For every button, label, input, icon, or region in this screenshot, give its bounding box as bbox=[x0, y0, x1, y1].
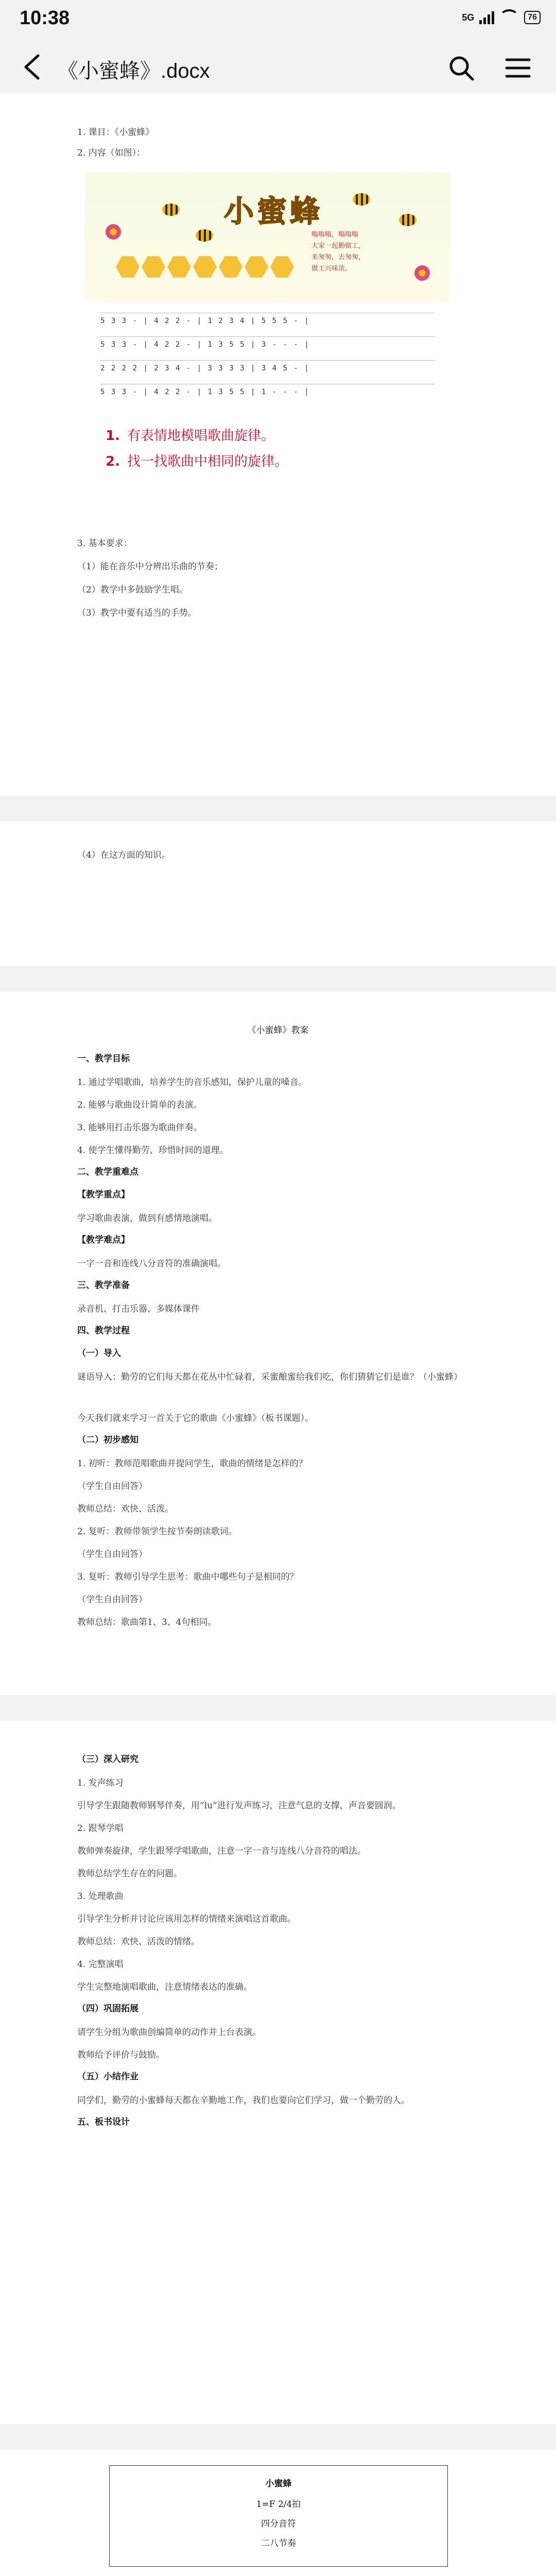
staff-line bbox=[100, 360, 435, 361]
staff-line bbox=[100, 336, 435, 337]
back-arrow-icon[interactable] bbox=[21, 53, 43, 81]
lesson-plan-title: 《小蜜蜂》教案 bbox=[247, 1025, 309, 1036]
text-line: 1. 通过学唱歌曲，培养学生的音乐感知，保护儿童的嗓音。 bbox=[77, 1077, 307, 1088]
text-line: 学生完整地演唱歌曲，注意情绪表达的准确。 bbox=[77, 1982, 252, 1992]
text-line: 2. 复听：教师带领学生按节奏朗读歌词。 bbox=[77, 1527, 237, 1537]
text-line: 3. 能够用打击乐器为歌曲伴奏。 bbox=[77, 1123, 202, 1133]
text-line: 3. 处理歌曲 bbox=[77, 1891, 124, 1902]
text-line: （1）能在音乐中分辨出乐曲的节奏； bbox=[77, 562, 223, 572]
section-heading: （二）初步感知 bbox=[77, 1435, 138, 1445]
text-line: 一字一音和连线八分音符的准确演唱。 bbox=[77, 1259, 226, 1269]
text-line: 2. 内容（如图）： bbox=[77, 148, 146, 158]
text-line: （学生自由回答） bbox=[77, 1481, 147, 1492]
document-page-1 bbox=[0, 93, 556, 796]
text-line: 教师给予评价与鼓励。 bbox=[77, 2050, 165, 2060]
battery-icon bbox=[524, 11, 541, 24]
text-line: 同学们，勤劳的小蜜蜂每天都在辛勤地工作，我们也要向它们学习，做一个勤劳的人。 bbox=[77, 2095, 410, 2106]
poster-tip-text: 找一找歌曲中相同的旋律。 bbox=[127, 454, 288, 469]
section-heading: （四）巩固拓展 bbox=[77, 2004, 138, 2014]
text-line: （4）在这方面的知识。 bbox=[77, 850, 170, 860]
text-line: 谜语导入：勤劳的它们每天都在花丛中忙碌着，采蜜酿蜜给我们吃，你们猜猜它们是谁？（小蜜蜂） bbox=[77, 1372, 462, 1382]
document-page-5 bbox=[0, 2450, 556, 2576]
lyric-line: 来匆匆，去匆匆， bbox=[311, 253, 366, 261]
poster-lyrics bbox=[311, 229, 365, 275]
text-line: （学生自由回答） bbox=[77, 1549, 147, 1560]
text-line: 教师弹奏旋律，学生跟琴学唱歌曲，注意一字一音与连线八分音符的唱法。 bbox=[77, 1846, 366, 1856]
text-line: （2）教学中多鼓励学生唱。 bbox=[77, 585, 188, 595]
poster-tip-text: 有表情地模唱歌曲旋律。 bbox=[127, 428, 274, 444]
status-icons bbox=[462, 9, 541, 26]
bee-icon bbox=[196, 229, 213, 242]
section-heading: 【教学难点】 bbox=[77, 1235, 130, 1245]
poster-tip: 2. 找一找歌曲中相同的旋律。 bbox=[106, 454, 288, 469]
text-line: 录音机、打击乐器、多媒体课件 bbox=[77, 1304, 200, 1314]
section-heading: 一、教学目标 bbox=[77, 1054, 130, 1064]
lyric-line: 大家一起勤做工， bbox=[311, 242, 366, 250]
search-icon[interactable] bbox=[447, 54, 476, 82]
score-line: 2 2 2 2 | 2 3 4 - | 3 3 3 3 | 3 4 5 - | bbox=[100, 364, 310, 372]
bee-icon bbox=[353, 193, 370, 206]
menu-icon[interactable] bbox=[503, 54, 532, 82]
nav-bar bbox=[0, 41, 556, 93]
text-line: 3. 基本要求： bbox=[77, 538, 132, 549]
document-page-4 bbox=[0, 1721, 556, 2424]
section-heading: 五、板书设计 bbox=[77, 2117, 130, 2127]
section-heading: 二、教学重难点 bbox=[77, 1167, 138, 1177]
text-line: 4. 完整演唱 bbox=[77, 1959, 124, 1970]
flower-icon bbox=[106, 224, 121, 240]
text-line: 引导学生分析并讨论应该用怎样的情绪来演唱这首歌曲。 bbox=[77, 1914, 296, 1924]
text-line: 引导学生跟随教师钢琴伴奏，用“lu”进行发声练习，注意气息的支撑，声音要圆润。 bbox=[77, 1801, 401, 1811]
document-page-3 bbox=[0, 992, 556, 1695]
text-line: 1. 初听：教师范唱歌曲并提问学生，歌曲的情绪是怎样的？ bbox=[77, 1459, 307, 1469]
document-title: 《小蜜蜂》.docx bbox=[58, 60, 210, 82]
wifi-icon bbox=[499, 9, 519, 26]
blackboard-design-box bbox=[109, 2465, 448, 2567]
battery-level: 76 bbox=[528, 13, 537, 22]
score-line: 5 3 3 - | 4 2 2 - | 1 3 5 5 | 3 - - - | bbox=[100, 341, 310, 349]
bee-icon bbox=[399, 214, 416, 226]
text-line: 学习歌曲表演，做到有感情地演唱。 bbox=[77, 1213, 217, 1224]
text-line: （学生自由回答） bbox=[77, 1595, 147, 1605]
text-line: 教师总结：欢快、活泼的情绪。 bbox=[77, 1937, 200, 1947]
box-line: 四分音符 bbox=[261, 2519, 296, 2529]
text-line: （3）教学中要有适当的手势。 bbox=[77, 608, 197, 618]
status-time: 10:38 bbox=[20, 7, 70, 29]
signal-label: 5G bbox=[462, 12, 475, 23]
text-line: 2. 能够与歌曲设计简单的表演。 bbox=[77, 1100, 202, 1110]
section-heading: （三）深入研究 bbox=[77, 1754, 138, 1765]
section-heading: 【教学重点】 bbox=[77, 1190, 130, 1200]
section-heading: 三、教学准备 bbox=[77, 1280, 130, 1291]
text-line: 1. 发声练习 bbox=[77, 1778, 124, 1788]
lyric-line: 嗡嗡嗡，嗡嗡嗡 bbox=[311, 231, 359, 239]
poster-tip: 1. 有表情地模唱歌曲旋律。 bbox=[106, 428, 274, 444]
box-line: 二八节奏 bbox=[261, 2538, 296, 2549]
status-bar bbox=[0, 0, 556, 36]
section-heading: 四、教学过程 bbox=[77, 1326, 130, 1336]
signal-bars-icon bbox=[479, 11, 494, 24]
text-line: 教师总结学生存在的问题。 bbox=[77, 1869, 182, 1879]
poster-title: 小蜜蜂 bbox=[224, 194, 323, 229]
score-line: 5 3 3 - | 4 2 2 - | 1 3 5 5 | 1 - - - | bbox=[100, 388, 310, 396]
document-page-2 bbox=[0, 822, 556, 966]
text-line: 教师总结：欢快、活泼。 bbox=[77, 1504, 173, 1514]
box-line: 1=F 2/4拍 bbox=[256, 2499, 301, 2510]
section-heading: （一）导入 bbox=[77, 1348, 121, 1359]
text-line: 1. 课目：《小蜜蜂》 bbox=[77, 127, 154, 138]
section-heading: （五）小结作业 bbox=[77, 2072, 138, 2082]
song-poster-image bbox=[85, 173, 450, 513]
box-title: 小蜜蜂 bbox=[265, 2479, 292, 2489]
text-line: 请学生分组为歌曲创编简单的动作并上台表演。 bbox=[77, 2027, 261, 2038]
text-line: 2. 跟琴学唱 bbox=[77, 1823, 124, 1834]
lyric-line: 做工兴味浓。 bbox=[311, 265, 352, 273]
score-line: 5 3 3 - | 4 2 2 - | 1 2 3 4 | 5 5 5 - | bbox=[100, 317, 310, 325]
text-line: 今天我们就来学习一首关于它的歌曲《小蜜蜂》（板书课题）。 bbox=[77, 1413, 314, 1423]
bee-icon bbox=[162, 204, 180, 216]
text-line: 教师总结：歌曲第1、3、4句相同。 bbox=[77, 1617, 217, 1628]
text-line: 3. 复听：教师引导学生思考：歌曲中哪些句子是相同的？ bbox=[77, 1572, 299, 1582]
flower-icon bbox=[414, 265, 430, 281]
text-line: 4. 使学生懂得勤劳、珍惜时间的道理。 bbox=[77, 1145, 229, 1156]
